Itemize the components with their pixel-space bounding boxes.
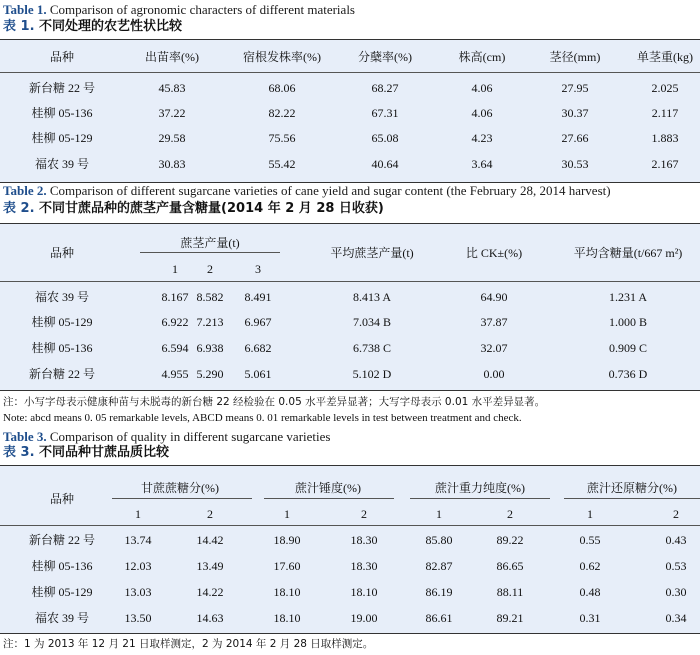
table3-cell: 14.42 bbox=[196, 533, 224, 547]
table3-cell: 0.48 bbox=[579, 585, 601, 599]
table2-cell: 8.582 bbox=[196, 290, 224, 304]
table3-header-sub: 2 bbox=[507, 507, 513, 521]
table3-cell: 桂柳 05-136 bbox=[31, 559, 93, 573]
table3-caption-en bbox=[3, 429, 330, 444]
table1-cell: 65.08 bbox=[371, 131, 399, 145]
table3-cell: 13.74 bbox=[124, 533, 152, 547]
table2-header-sub: 2 bbox=[207, 262, 213, 276]
table3-cell: 14.22 bbox=[196, 585, 224, 599]
table1-cell: 27.66 bbox=[561, 131, 589, 145]
table3-header-purity: 蔗汁重力纯度(%) bbox=[435, 481, 525, 495]
table2-cell: 6.938 bbox=[196, 341, 224, 355]
table1-title-en: Comparison of agronomic characters of different materials bbox=[49, 2, 355, 17]
table2-label-en: Table 2. bbox=[3, 183, 47, 198]
table3-cell: 0.55 bbox=[579, 533, 601, 547]
table3-cell: 14.63 bbox=[196, 611, 224, 625]
table3-header-variety: 品种 bbox=[49, 492, 75, 506]
table2-cell: 32.07 bbox=[480, 341, 508, 355]
table2-header-variety: 品种 bbox=[49, 246, 75, 260]
table3-cell: 桂柳 05-129 bbox=[31, 585, 93, 599]
table3-cell: 13.03 bbox=[124, 585, 152, 599]
table2-cell: 37.87 bbox=[480, 315, 508, 329]
table2-cell: 1.231 A bbox=[608, 290, 648, 304]
table3-header-subrule bbox=[410, 498, 550, 499]
table2-header-avg-sugar: 平均含糖量(t/667 m²) bbox=[573, 246, 683, 260]
table3-cell: 17.60 bbox=[273, 559, 301, 573]
table1-cell: 4.06 bbox=[471, 81, 493, 95]
table1-cell: 29.58 bbox=[158, 131, 186, 145]
table3-header-sub: 2 bbox=[673, 507, 679, 521]
table2-header-rule bbox=[0, 281, 700, 282]
table1-cell: 福农 39 号 bbox=[34, 157, 90, 171]
table1-caption-en bbox=[3, 2, 355, 17]
table2-cell: 8.167 bbox=[161, 290, 189, 304]
table3-cell: 86.61 bbox=[425, 611, 453, 625]
table1-cell: 4.06 bbox=[471, 106, 493, 120]
table3-header-sub: 1 bbox=[587, 507, 593, 521]
table3-cell: 12.03 bbox=[124, 559, 152, 573]
table2-cell: 福农 39 号 bbox=[34, 290, 90, 304]
table1-header-ratoon: 宿根发株率(%) bbox=[243, 50, 321, 64]
table1-header-weight: 单茎重(kg) bbox=[637, 50, 693, 64]
table1-cell: 30.53 bbox=[561, 157, 589, 171]
table3-cell: 82.87 bbox=[425, 559, 453, 573]
table1-header-rule bbox=[0, 72, 700, 73]
table3-title-en: Comparison of quality in different sugarcane varieties bbox=[49, 429, 331, 444]
table1-cell: 27.95 bbox=[561, 81, 589, 95]
table2-cell: 新台糖 22 号 bbox=[28, 367, 96, 381]
table3-header-rule bbox=[0, 525, 700, 526]
table3-cell: 18.10 bbox=[350, 585, 378, 599]
table1-cell: 4.23 bbox=[471, 131, 493, 145]
table1-cell: 82.22 bbox=[268, 106, 296, 120]
table1-header-height: 株高(cm) bbox=[458, 50, 506, 64]
table2-cell: 5.290 bbox=[196, 367, 224, 381]
table1-cell: 30.83 bbox=[158, 157, 186, 171]
table1-header-tiller: 分蘖率(%) bbox=[358, 50, 412, 64]
table1-cell: 桂柳 05-129 bbox=[31, 131, 93, 145]
table2-cell: 6.922 bbox=[161, 315, 189, 329]
table2-header-sub: 3 bbox=[255, 262, 261, 276]
table1-cell: 1.883 bbox=[651, 131, 679, 145]
table2-header-subrule bbox=[140, 252, 280, 253]
table3-header-subrule bbox=[564, 498, 700, 499]
table1-header-variety: 品种 bbox=[49, 50, 75, 64]
table2-note-zh: 注：小写字母表示健康种苗与未脱毒的新台糖 22 经检验在 0.05 水平差异显著；大写字母表示 0.01 水平差异显著。 bbox=[3, 396, 546, 408]
table1-cell: 37.22 bbox=[158, 106, 186, 120]
table1-header-emergence: 出苗率(%) bbox=[145, 50, 199, 64]
table3-header-sucrose: 甘蔗蔗糖分(%) bbox=[141, 481, 219, 495]
table2-cell: 6.967 bbox=[244, 315, 272, 329]
table2-header-yield: 蔗茎产量(t) bbox=[180, 236, 240, 250]
table3-cell: 0.53 bbox=[665, 559, 687, 573]
table3-cell: 88.11 bbox=[496, 585, 524, 599]
table2-cell: 桂柳 05-129 bbox=[31, 315, 93, 329]
table3-cell: 18.30 bbox=[350, 559, 378, 573]
table2-cell: 1.000 B bbox=[608, 315, 648, 329]
table3-cell: 19.00 bbox=[350, 611, 378, 625]
table1-caption-zh bbox=[3, 19, 182, 34]
table3-header-subrule bbox=[264, 498, 394, 499]
table3-cell: 86.19 bbox=[425, 585, 453, 599]
table3-cell: 85.80 bbox=[425, 533, 453, 547]
table3-cell: 89.22 bbox=[496, 533, 524, 547]
table2-caption-zh bbox=[3, 201, 384, 216]
table2-cell: 0.909 C bbox=[608, 341, 648, 355]
table2-cell: 5.102 D bbox=[352, 367, 392, 381]
table2-cell: 7.034 B bbox=[352, 315, 392, 329]
table3-cell: 89.21 bbox=[496, 611, 524, 625]
table3-header-brix: 蔗汁锤度(%) bbox=[295, 481, 361, 495]
table3-header-sub: 1 bbox=[284, 507, 290, 521]
table1-label-en: Table 1. bbox=[3, 2, 47, 17]
table2-cell: 0.736 D bbox=[608, 367, 648, 381]
table2-title-en: Comparison of different sugarcane varieties of cane yield and sugar content (the February 28, 2014 harvest) bbox=[49, 183, 611, 198]
table3-cell: 18.10 bbox=[273, 611, 301, 625]
table3-cell: 13.50 bbox=[124, 611, 152, 625]
table2-title-zh: 不同甘蔗品种的蔗茎产量含糖量(2014 年 2 月 28 日收获) bbox=[39, 201, 384, 216]
table3-cell: 86.65 bbox=[496, 559, 524, 573]
table1-cell: 2.025 bbox=[651, 81, 679, 95]
table3-header-reducing-sugar: 蔗汁还原糖分(%) bbox=[587, 481, 677, 495]
table1-cell: 55.42 bbox=[268, 157, 296, 171]
table2-note-en: Note: abcd means 0. 05 remarkable levels, ABCD means 0. 01 remarkable levels in test between treatment and check. bbox=[3, 412, 522, 424]
table1-cell: 75.56 bbox=[268, 131, 296, 145]
table2-cell: 8.413 A bbox=[352, 290, 392, 304]
table2-cell: 7.213 bbox=[196, 315, 224, 329]
table1-cell: 45.83 bbox=[158, 81, 186, 95]
table3-header-sub: 2 bbox=[207, 507, 213, 521]
table3-cell: 0.62 bbox=[579, 559, 601, 573]
table3-header-subrule bbox=[112, 498, 252, 499]
table2-label-zh: 表 2. bbox=[3, 201, 35, 216]
table2-cell: 6.682 bbox=[244, 341, 272, 355]
table2-cell: 8.491 bbox=[244, 290, 272, 304]
table3-cell: 0.30 bbox=[665, 585, 687, 599]
table3-label-en: Table 3. bbox=[3, 429, 47, 444]
table3-cell: 新台糖 22 号 bbox=[28, 533, 96, 547]
table3-cell: 0.43 bbox=[665, 533, 687, 547]
table2-cell: 64.90 bbox=[480, 290, 508, 304]
table3-cell: 18.30 bbox=[350, 533, 378, 547]
table3-header-sub: 1 bbox=[135, 507, 141, 521]
table3-cell: 0.31 bbox=[579, 611, 601, 625]
table2-cell: 4.955 bbox=[161, 367, 189, 381]
table1-cell: 2.167 bbox=[651, 157, 679, 171]
table3-cell: 13.49 bbox=[196, 559, 224, 573]
table3-header-sub: 1 bbox=[436, 507, 442, 521]
table3-title-zh: 不同品种甘蔗品质比较 bbox=[39, 445, 170, 460]
table3-label-zh: 表 3. bbox=[3, 445, 35, 460]
table1-cell: 40.64 bbox=[371, 157, 399, 171]
table1-cell: 新台糖 22 号 bbox=[28, 81, 96, 95]
table1-label-zh: 表 1. bbox=[3, 19, 35, 34]
table2-header-avg-yield: 平均蔗茎产量(t) bbox=[330, 246, 414, 260]
table3-note-zh: 注：1 为 2013 年 12 月 21 日取样测定，2 为 2014 年 2 月 28 日取样测定。 bbox=[3, 638, 374, 650]
table1-cell: 68.06 bbox=[268, 81, 296, 95]
table1-header-diameter: 茎径(mm) bbox=[549, 50, 601, 64]
table3-header-sub: 2 bbox=[361, 507, 367, 521]
table2-cell: 0.00 bbox=[483, 367, 505, 381]
table1-cell: 68.27 bbox=[371, 81, 399, 95]
table2-caption-en bbox=[3, 183, 611, 198]
table3-cell: 18.90 bbox=[273, 533, 301, 547]
table2-cell: 5.061 bbox=[244, 367, 272, 381]
table1-title-zh: 不同处理的农艺性状比较 bbox=[39, 19, 183, 34]
table2-header-sub: 1 bbox=[172, 262, 178, 276]
table1-cell: 2.117 bbox=[651, 106, 679, 120]
table2-cell: 6.594 bbox=[161, 341, 189, 355]
table3-cell: 0.34 bbox=[665, 611, 687, 625]
table1-cell: 桂柳 05-136 bbox=[31, 106, 93, 120]
table3-cell: 福农 39 号 bbox=[34, 611, 90, 625]
table2-header-ck: 比 CK±(%) bbox=[465, 246, 523, 260]
table1-cell: 30.37 bbox=[561, 106, 589, 120]
table1-cell: 67.31 bbox=[371, 106, 399, 120]
table2-cell: 6.738 C bbox=[352, 341, 392, 355]
table3-caption-zh bbox=[3, 445, 169, 460]
table3-cell: 18.10 bbox=[273, 585, 301, 599]
table1-cell: 3.64 bbox=[471, 157, 493, 171]
table2-cell: 桂柳 05-136 bbox=[31, 341, 93, 355]
